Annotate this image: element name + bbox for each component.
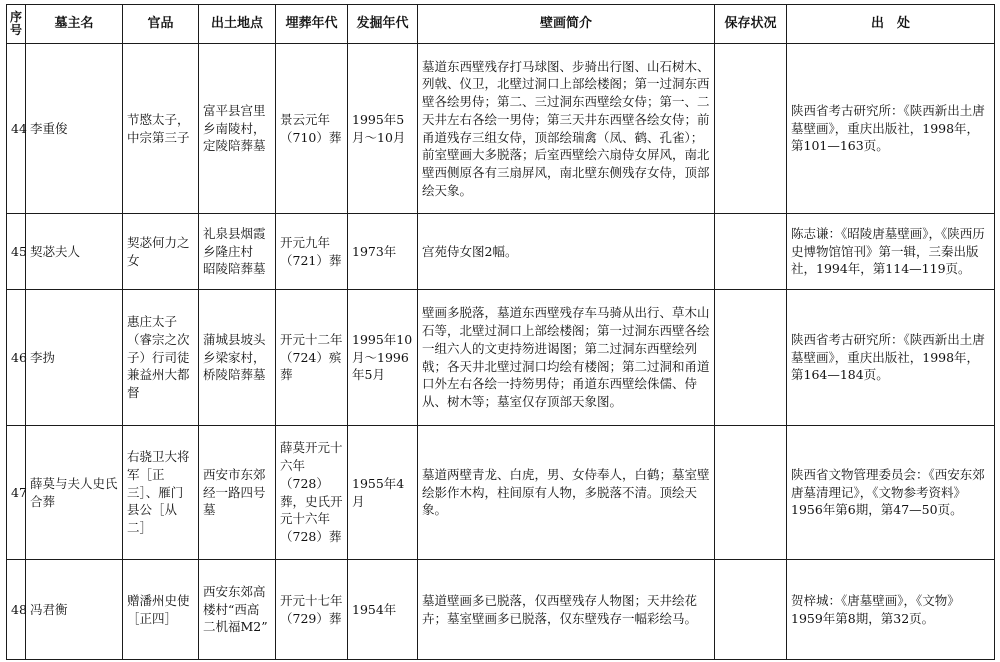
header-murals: 壁画简介 — [418, 5, 715, 44]
table-row — [7, 426, 995, 560]
burial-date: 景云元年（710）葬 — [276, 44, 348, 214]
excavation-date: 1955年4月 — [348, 426, 418, 560]
preservation-status — [715, 44, 787, 214]
header-no: 序号 — [7, 5, 26, 44]
burial-date: 开元十二年（724）殡葬 — [276, 290, 348, 426]
tomb-owner: 李重俊 — [26, 44, 123, 214]
official-rank: 赠潘州史使［正四］ — [123, 560, 199, 660]
row-no: 48 — [7, 560, 26, 660]
mural-summary: 墓道两壁青龙、白虎，男、女侍奉人，白鹤；墓室壁绘影作木构，柱间原有人物，多脱落不清。顶绘天象。 — [418, 426, 715, 560]
tomb-owner: 薛莫与夫人史氏合葬 — [26, 426, 123, 560]
header-rank: 官品 — [123, 5, 199, 44]
burial-date: 开元九年（721）葬 — [276, 214, 348, 290]
mural-summary: 壁画多脱落，墓道东西壁残存车马骑从出行、草木山石等，北壁过洞口上部绘楼阁；第一过洞东西壁各绘一组六人的文吏持笏进谒图；第二过洞东西壁绘列戟；各天井北壁过洞口均绘有楼阁；第二过洞和甬道口外左右各绘一持笏男侍；甬道东西壁绘侏儒、侍从、树木等；墓室仅存顶部天象图。 — [418, 290, 715, 426]
tomb-owner: 契苾夫人 — [26, 214, 123, 290]
excavation-site: 礼泉县烟霞乡隆庄村 昭陵陪葬墓 — [199, 214, 276, 290]
official-rank: 节愍太子，中宗第三子 — [123, 44, 199, 214]
tomb-owner: 冯君衡 — [26, 560, 123, 660]
row-no: 45 — [7, 214, 26, 290]
official-rank: 右骁卫大将军［正三］、雁门县公［从二］ — [123, 426, 199, 560]
burial-date: 薛莫开元十六年（728）葬，史氏开元十六年（728）葬 — [276, 426, 348, 560]
source-citation: 贺梓城：《唐墓壁画》，《文物》1959年第8期，第32页。 — [787, 560, 995, 660]
preservation-status — [715, 290, 787, 426]
tomb-owner: 李㧑 — [26, 290, 123, 426]
excavation-date: 1995年5月～10月 — [348, 44, 418, 214]
header-name: 墓主名 — [26, 5, 123, 44]
mural-summary: 宫苑侍女图2幅。 — [418, 214, 715, 290]
row-no: 47 — [7, 426, 26, 560]
header-excavated: 发掘年代 — [348, 5, 418, 44]
header-row — [7, 5, 995, 44]
row-no: 46 — [7, 290, 26, 426]
header-source: 出 处 — [787, 5, 995, 44]
burial-date: 开元十七年（729）葬 — [276, 560, 348, 660]
preservation-status — [715, 560, 787, 660]
excavation-site: 蒲城县坡头乡梁家村，桥陵陪葬墓 — [199, 290, 276, 426]
table-row — [7, 44, 995, 214]
excavation-site: 富平县宫里乡南陵村，定陵陪葬墓 — [199, 44, 276, 214]
tomb-mural-table — [6, 4, 995, 660]
header-date: 埋葬年代 — [276, 5, 348, 44]
header-condition: 保存状况 — [715, 5, 787, 44]
source-citation: 陈志谦：《昭陵唐墓壁画》，《陕西历史博物馆馆刊》第一辑，三秦出版社，1994年，第114—119页。 — [787, 214, 995, 290]
row-no: 44 — [7, 44, 26, 214]
official-rank: 契苾何力之女 — [123, 214, 199, 290]
source-citation: 陕西省考古研究所：《陕西新出土唐墓壁画》，重庆出版社，1998年，第164—184页。 — [787, 290, 995, 426]
source-citation: 陕西省文物管理委员会：《西安东郊唐墓清理记》，《文物参考资料》1956年第6期，第47—50页。 — [787, 426, 995, 560]
mural-summary: 墓道东西壁残存打马球图、步骑出行图、山石树木、列戟、仪卫，北壁过洞口上部绘楼阁；第一过洞东西壁各绘男侍；第二、三过洞东西壁绘女侍；第一、二天井左右各绘一男侍；第三天井东西壁各绘女侍；前甬道残存三组女侍，顶部绘瑞禽（凤、鹤、孔雀）；前室壁画大多脱落；后室西壁绘六扇侍女屏风，南北壁西侧原各有三扇屏风，南北壁东侧残存女侍，顶部绘天象。 — [418, 44, 715, 214]
header-site: 出土地点 — [199, 5, 276, 44]
excavation-date: 1973年 — [348, 214, 418, 290]
excavation-site: 西安东郊高楼村“西高二机福M2” — [199, 560, 276, 660]
mural-summary: 墓道壁画多已脱落，仅西壁残存人物图；天井绘花卉；墓室壁画多已脱落，仅东壁残存一幅彩绘马。 — [418, 560, 715, 660]
preservation-status — [715, 214, 787, 290]
excavation-date: 1954年 — [348, 560, 418, 660]
source-citation: 陕西省考古研究所：《陕西新出土唐墓壁画》，重庆出版社，1998年，第101—163页。 — [787, 44, 995, 214]
excavation-date: 1995年10月～1996年5月 — [348, 290, 418, 426]
preservation-status — [715, 426, 787, 560]
table-row — [7, 214, 995, 290]
excavation-site: 西安市东郊经一路四号墓 — [199, 426, 276, 560]
table-row — [7, 290, 995, 426]
official-rank: 惠庄太子（睿宗之次子）行司徒兼益州大都督 — [123, 290, 199, 426]
table-row — [7, 560, 995, 660]
